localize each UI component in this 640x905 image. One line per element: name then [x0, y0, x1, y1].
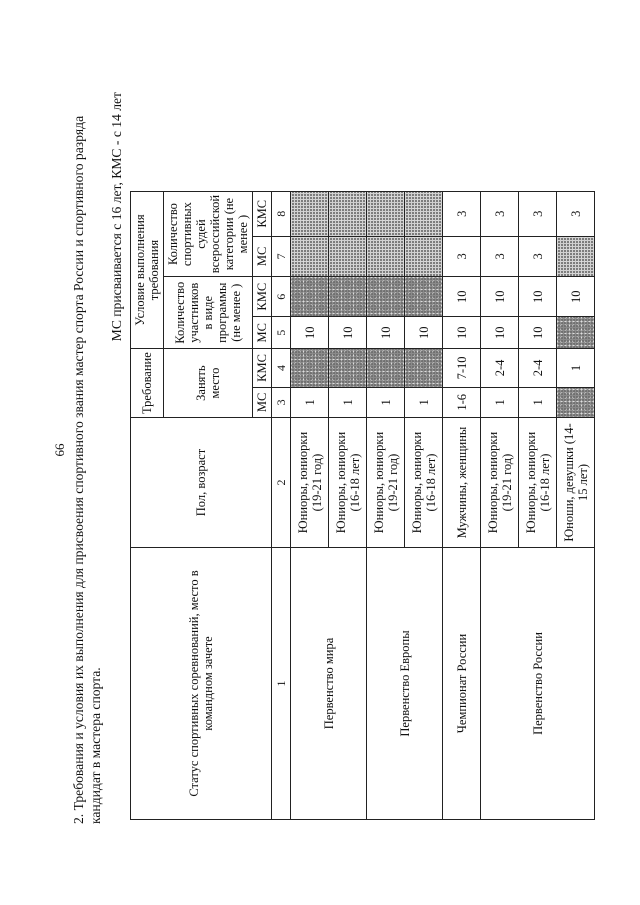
kms-place-cell: 7-10 [443, 349, 481, 387]
table-row [367, 191, 405, 819]
header-gender: Пол, возраст [131, 418, 272, 548]
ms-place-cell: 1 [329, 387, 367, 417]
kms-judges-cell [329, 191, 367, 236]
column-index-cell: 3 [272, 387, 291, 417]
kms-judges-cell [291, 191, 329, 236]
ms-judges-cell [405, 236, 443, 277]
ms-participants-cell: 10 [329, 317, 367, 349]
ms-place-cell: 1-6 [443, 387, 481, 417]
kms-participants-cell: 10 [481, 277, 519, 317]
ms-place-cell: 1 [367, 387, 405, 417]
competition-status-cell: Чемпионат России [443, 548, 481, 820]
kms-judges-cell: 3 [481, 191, 519, 236]
rotated-page-content [70, 72, 590, 832]
table-row [443, 191, 481, 819]
kms-participants-cell: 10 [519, 277, 557, 317]
kms-place-cell [291, 349, 329, 387]
kms-place-cell [405, 349, 443, 387]
header-kms-judges: КМС [253, 191, 272, 236]
kms-participants-cell [405, 277, 443, 317]
kms-judges-cell: 3 [557, 191, 595, 236]
ms-participants-cell: 10 [291, 317, 329, 349]
ms-place-cell: 1 [481, 387, 519, 417]
gender-age-cell: Юниоры, юниорки (19-21 год) [291, 418, 329, 548]
page-number: 66 [52, 443, 67, 457]
gender-age-cell: Юноши, девушки (14-15 лет) [557, 418, 595, 548]
competition-status-cell: Первенство России [481, 548, 595, 820]
kms-judges-cell: 3 [519, 191, 557, 236]
ms-participants-cell: 10 [443, 317, 481, 349]
kms-participants-cell [329, 277, 367, 317]
column-index-cell: 6 [272, 277, 291, 317]
column-index-cell: 5 [272, 317, 291, 349]
kms-place-cell: 2-4 [481, 349, 519, 387]
kms-participants-cell: 10 [557, 277, 595, 317]
ms-participants-cell [557, 317, 595, 349]
kms-participants-cell: 10 [443, 277, 481, 317]
section-heading: 2. Требования и условия их выполнения для присвоения спортивного звания мастер спорта России и спортивного разряда кандидат в мастера спорта. [71, 115, 103, 824]
kms-place-cell [329, 349, 367, 387]
header-status: Статус спортивных соревнований, место в командном зачете [131, 548, 272, 820]
ms-place-cell: 1 [291, 387, 329, 417]
column-index-cell: 1 [272, 548, 291, 820]
kms-participants-cell [367, 277, 405, 317]
header-ms-participants: МС [253, 317, 272, 349]
column-index-row [272, 191, 291, 819]
column-index-cell: 7 [272, 236, 291, 277]
ms-judges-cell: 3 [519, 236, 557, 277]
gender-age-cell: Юниоры, юниорки (19-21 год) [481, 418, 519, 548]
header-condition: Условие выполнения требования [131, 191, 164, 348]
kms-judges-cell [367, 191, 405, 236]
column-index-cell: 4 [272, 349, 291, 387]
header-ms-place: МС [253, 387, 272, 417]
requirements-table [130, 191, 595, 820]
kms-place-cell: 2-4 [519, 349, 557, 387]
header-kms-place: КМС [253, 349, 272, 387]
gender-age-cell: Юниоры, юниорки (19-21 год) [367, 418, 405, 548]
ms-participants-cell: 10 [367, 317, 405, 349]
header-participants: Количество участников в виде программы (не менее ) [164, 277, 253, 349]
header-requirement: Требование [131, 349, 164, 418]
gender-age-cell: Юниоры, юниорки (16-18 лет) [329, 418, 367, 548]
kms-place-cell: 1 [557, 349, 595, 387]
ms-judges-cell [367, 236, 405, 277]
competition-status-cell: Первенство Европы [367, 548, 443, 820]
header-ms-judges: МС [253, 236, 272, 277]
kms-place-cell [367, 349, 405, 387]
kms-judges-cell [405, 191, 443, 236]
ms-judges-cell [291, 236, 329, 277]
gender-age-cell: Юниоры, юниорки (16-18 лет) [519, 418, 557, 548]
ms-judges-cell: 3 [481, 236, 519, 277]
column-index-cell: 2 [272, 418, 291, 548]
ms-participants-cell: 10 [405, 317, 443, 349]
header-place: Занять место [164, 349, 253, 418]
ms-judges-cell [329, 236, 367, 277]
ms-place-cell: 1 [405, 387, 443, 417]
gender-age-cell: Мужчины, женщины [443, 418, 481, 548]
ms-participants-cell: 10 [519, 317, 557, 349]
header-kms-participants: КМС [253, 277, 272, 317]
ms-judges-cell [557, 236, 595, 277]
column-index-cell: 8 [272, 191, 291, 236]
header-judges: Количество спортивных судей всероссийской категории (не менее ) [164, 191, 253, 276]
ms-place-cell: 1 [519, 387, 557, 417]
kms-participants-cell [291, 277, 329, 317]
ms-place-cell [557, 387, 595, 417]
competition-status-cell: Первенство мира [291, 548, 367, 820]
ms-participants-cell: 10 [481, 317, 519, 349]
table-row [481, 191, 519, 819]
table-row [291, 191, 329, 819]
kms-judges-cell: 3 [443, 191, 481, 236]
ms-judges-cell: 3 [443, 236, 481, 277]
gender-age-cell: Юниоры, юниорки (16-18 лет) [405, 418, 443, 548]
age-note: МС присваивается с 16 лет, КМС - с 14 лет [109, 92, 124, 342]
